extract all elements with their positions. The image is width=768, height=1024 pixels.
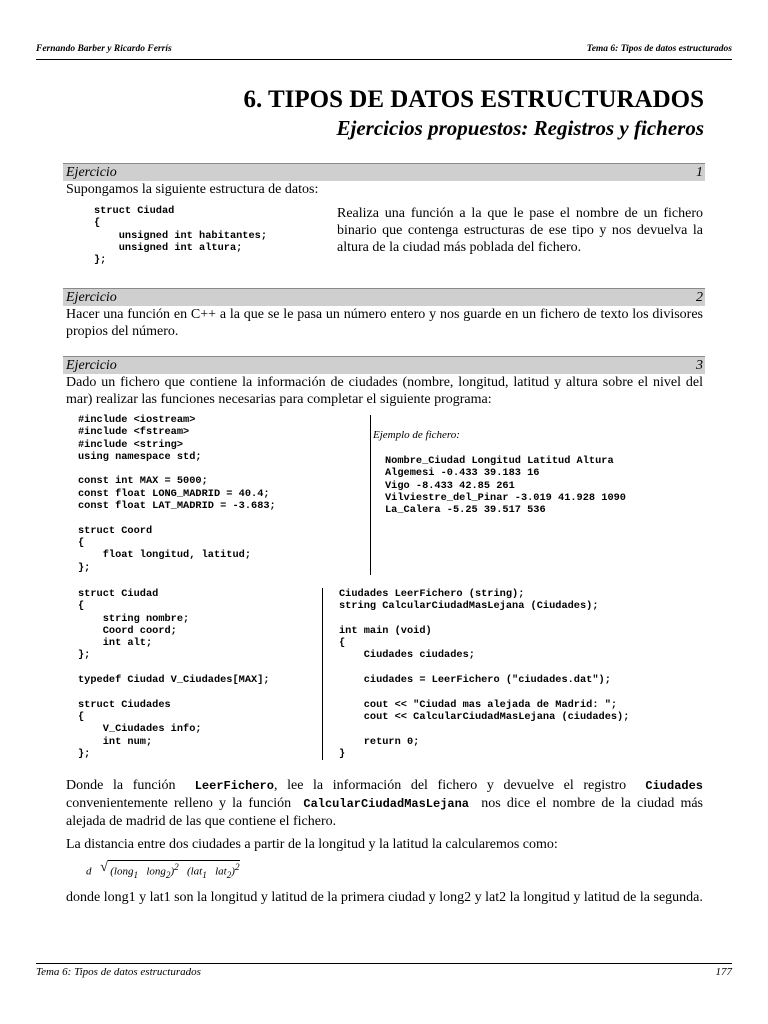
exercise-3-code-left: struct Ciudad { string nombre; Coord coord; int alt; }; typedef Ciudad V_Ciudades[MAX]; struct Ciudades { V_Ciudades info; int num; }; <box>78 588 270 760</box>
exercise-label: Ejercicio <box>66 358 117 373</box>
formula-lhs: d <box>86 865 92 878</box>
footer-rule <box>36 963 732 964</box>
formula-lat: lat <box>215 865 227 878</box>
footer-chapter: Tema 6: Tipos de datos estructurados <box>36 966 201 978</box>
exercise-1-intro: Supongamos la siguiente estructura de datos: <box>66 182 319 197</box>
exercise-number: 3 <box>696 358 703 373</box>
formula-sub: 1 <box>133 869 139 880</box>
example-divider <box>370 415 371 575</box>
formula-long: long <box>146 865 166 878</box>
desc-part-2: , lee la información del fichero y devuelve el registro <box>273 778 627 793</box>
exercise-number: 2 <box>696 290 703 305</box>
exercise-1-text: Realiza una función a la que le pase el nombre de un fichero binario que contenga estructuras de ese tipo y nos devuelva la altura de la ciudad más poblada del fichero. <box>337 206 703 255</box>
formula-sub: 2 <box>165 869 171 880</box>
distance-formula <box>86 862 240 882</box>
exercise-3-description <box>66 777 703 830</box>
example-file: Nombre_Ciudad Longitud Latitud Altura Algemesi -0.433 39.183 16 Vigo -8.433 42.85 261 Vilviestre_del_Pinar -3.019 41.928 1090 La_Calera -5.25 39.517 536 <box>385 455 626 517</box>
type-name-ciudades: Ciudades <box>645 779 703 793</box>
where-text: donde long1 y lat1 son la longitud y latitud de la primera ciudad y long2 y lat2 la longitud y latitud de la segunda. <box>66 890 703 905</box>
sqrt-symbol: √ <box>100 860 108 875</box>
header-authors: Fernando Barber y Ricardo Ferrís <box>36 44 172 54</box>
exercise-1-bar <box>63 163 705 181</box>
exercise-1-code: struct Ciudad { unsigned int habitantes; unsigned int altura; }; <box>94 205 268 267</box>
formula-exp: 2 <box>174 862 179 872</box>
exercise-2-text: Hacer una función en C++ a la que se le pasa un número entero y nos guarde en un fichero de texto los divisores propios del número. <box>66 307 703 339</box>
page-title: 6. TIPOS DE DATOS ESTRUCTURADOS <box>243 86 704 113</box>
header-chapter: Tema 6: Tipos de datos estructurados <box>586 44 732 54</box>
formula-sqrt: √ (long$_1$ long$_2$)$^2$ (lat$_1$ lat$_2$)$^2$ <box>100 860 240 880</box>
header-rule <box>36 59 732 60</box>
code-divider <box>322 588 323 760</box>
function-name-calcular: CalcularCiudadMasLejana <box>303 797 470 811</box>
page-number: 177 <box>715 966 732 978</box>
function-name-leerfichero: LeerFichero <box>194 779 274 793</box>
exercise-3-intro: Dado un fichero que contiene la información de ciudades (nombre, longitud, latitud y altura sobre el nivel del mar) realizar las funciones necesarias para completar el siguiente programa: <box>66 375 703 407</box>
exercise-number: 1 <box>696 165 703 180</box>
formula-long: long <box>113 865 134 878</box>
example-label: Ejemplo de fichero: <box>373 429 460 441</box>
distance-text: La distancia entre dos ciudades a partir de la longitud y la latitud la calcularemos como: <box>66 837 558 852</box>
exercise-3-code-right: Ciudades LeerFichero (string); string CalcularCiudadMasLejana (Ciudades); int main (void) { Ciudades ciudades; ciudades = LeerFichero ("ciudades.dat"); cout << "Ciudad mas alejada de Madrid: "; cout << CalcularCiudadMasLejana (ciudades); return 0; } <box>339 588 630 760</box>
desc-part-4: nos dice el nombre de la ciudad más alejada de madrid de las que contiene el fichero. <box>66 796 704 829</box>
exercise-3-code-top: #include <iostream> #include <fstream> #include <string> using namespace std; const int MAX = 5000; const float LONG_MADRID = 40.4; const float LAT_MADRID = -3.683; struct Coord { float longitud, latitud; }; <box>78 414 276 574</box>
formula-exp: 2 <box>234 862 240 872</box>
formula-sub: 1 <box>202 869 207 880</box>
page-subtitle: Ejercicios propuestos: Registros y ficheros <box>336 116 704 140</box>
exercise-2-bar <box>63 288 705 306</box>
desc-part-3: convenientemente relleno y la función <box>66 796 292 811</box>
formula-lat: lat <box>190 865 203 878</box>
exercise-label: Ejercicio <box>66 290 117 305</box>
exercise-label: Ejercicio <box>66 165 117 180</box>
formula-sub: 2 <box>226 869 232 880</box>
desc-part-1: Donde la función <box>66 778 176 793</box>
exercise-3-bar <box>63 356 705 374</box>
footer <box>36 966 732 978</box>
